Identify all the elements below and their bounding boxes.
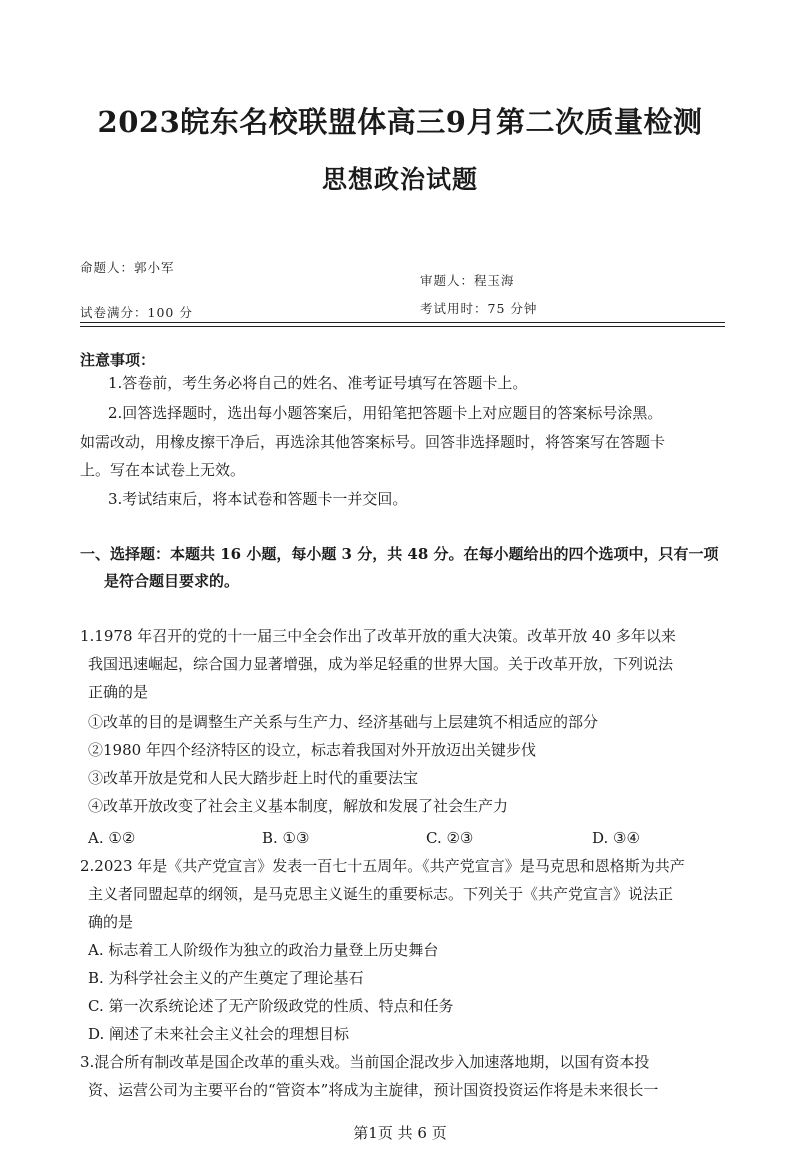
header-divider <box>80 322 725 323</box>
full-score-label: 试卷满分：100 分 <box>80 305 193 320</box>
statement: ②1980 年四个经济特区的设立，标志着我国对外开放迈出关键步伐 <box>88 741 536 759</box>
notice-heading: 注意事项： <box>80 351 156 369</box>
option-d: D. ③④ <box>592 829 640 847</box>
notice-item: 3.考试结束后，将本试卷和答题卡一并交回。 <box>108 490 408 508</box>
answer-option: C. 第一次系统论述了无产阶级政党的性质、特点和任务 <box>88 997 454 1015</box>
page-title: 2023皖东名校联盟体高三9月第二次质量检测 <box>97 105 703 139</box>
answer-option: D. 阐述了未来社会主义社会的理想目标 <box>88 1025 350 1043</box>
reviewer-label: 审题人：程玉海 <box>420 273 515 288</box>
answer-option: B. 为科学社会主义的产生奠定了理论基石 <box>88 969 364 987</box>
section-heading-cont: 是符合题目要求的。 <box>104 572 240 590</box>
option-a: A. ①② <box>88 829 136 847</box>
header-divider-thin <box>80 326 725 327</box>
notice-item: 1.答卷前，考生务必将自己的姓名、准考证号填写在答题卡上。 <box>108 374 528 392</box>
duration-label: 考试用时：75 分钟 <box>420 301 538 316</box>
notice-item: 上。写在本试卷上无效。 <box>80 461 246 479</box>
question-stem: 资、运营公司为主要平台的“管资本”将成为主旋律，预计国资投资运作将是未来很长一 <box>88 1081 659 1099</box>
notice-item: 如需改动，用橡皮擦干净后，再选涂其他答案标号。回答非选择题时，将答案写在答题卡 <box>80 433 666 451</box>
statement: ①改革的目的是调整生产关系与生产力、经济基础与上层建筑不相适应的部分 <box>88 713 599 731</box>
question-stem: 正确的是 <box>88 683 149 701</box>
page-number: 第1页 共 6 页 <box>353 1124 447 1142</box>
question-stem: 2.2023 年是《共产党宣言》发表一百七十五周年。《共产党宣言》是马克思和恩格斯为共产 <box>80 857 685 875</box>
author-label: 命题人：郭小军 <box>80 260 175 275</box>
statement: ③改革开放是党和人民大踏步赶上时代的重要法宝 <box>88 769 419 787</box>
page-subtitle: 思想政治试题 <box>321 165 478 194</box>
answer-option: A. 标志着工人阶级作为独立的政治力量登上历史舞台 <box>88 941 439 959</box>
question-stem: 3.混合所有制改革是国企改革的重头戏。当前国企混改步入加速落地期，以国有资本投 <box>80 1053 650 1071</box>
question-stem: 我国迅速崛起，综合国力显著增强，成为举足轻重的世界大国。关于改革开放，下列说法 <box>88 655 674 673</box>
question-stem: 确的是 <box>88 913 134 931</box>
section-heading: 一、选择题：本题共 16 小题，每小题 3 分，共 48 分。在每小题给出的四个选项中，只有一项 <box>80 545 719 563</box>
question-stem: 主义者同盟起草的纲领，是马克思主义诞生的重要标志。下列关于《共产党宣言》说法正 <box>88 885 674 903</box>
option-c: C. ②③ <box>426 829 474 847</box>
statement: ④改革开放改变了社会主义基本制度，解放和发展了社会生产力 <box>88 797 509 815</box>
question-stem: 1.1978 年召开的党的十一届三中全会作出了改革开放的重大决策。改革开放 40 多年以来 <box>80 627 676 645</box>
notice-item: 2.回答选择题时，选出每小题答案后，用铅笔把答题卡上对应题目的答案标号涂黑。 <box>108 404 663 422</box>
option-b: B. ①③ <box>262 829 310 847</box>
